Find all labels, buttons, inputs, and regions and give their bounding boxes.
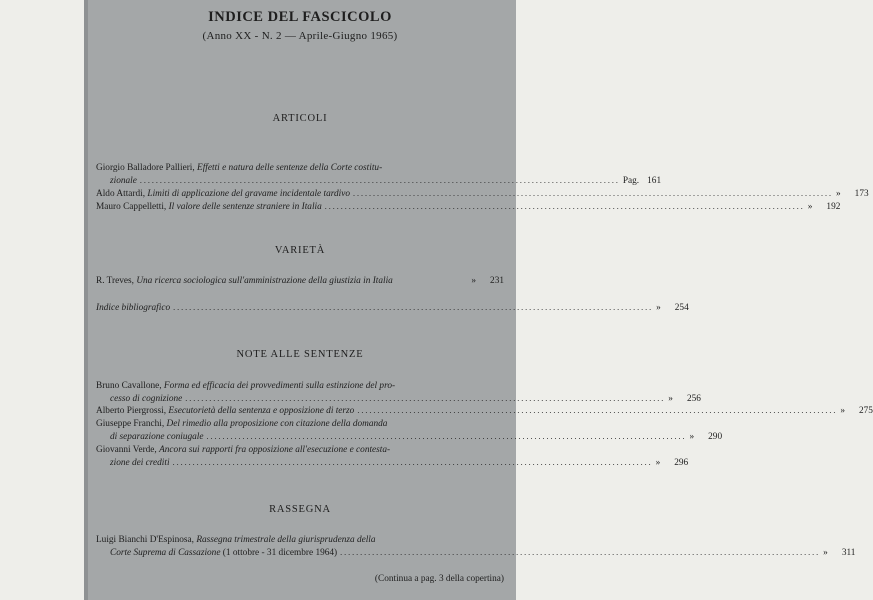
ditto-mark: » [836, 189, 841, 199]
entry-balladore-line2[interactable] [110, 176, 662, 189]
entry-title: Del rimedio alla proposizione con citazione della domanda [166, 419, 388, 429]
entry-cavallone-line1 [96, 381, 504, 394]
entry-title: Ancora sui rapporti fra opposizione all'esecuzione e contesta- [159, 445, 391, 455]
book-page [84, 0, 873, 600]
page-number: 231 [490, 276, 504, 286]
entry-franchi-line2[interactable] [110, 432, 723, 445]
entry-author: Mauro Cappelletti, [96, 202, 167, 212]
leader-dots: ........................................................................................................................ [185, 394, 666, 403]
entry-bianchi-line1 [96, 535, 504, 548]
entry-verde-line1 [96, 445, 504, 458]
page-number: 161 [647, 176, 662, 186]
issue-subtitle: (Anno XX - N. 2 — Aprile-Giugno 1965) [202, 30, 398, 42]
entry-author: R. Treves, [96, 276, 134, 286]
entry-title: Il valore delle sentenze straniere in Italia [168, 202, 322, 212]
entry-author: Luigi Bianchi D'Espinosa, [96, 535, 194, 545]
ditto-mark: » [823, 548, 828, 558]
entry-attardi[interactable] [96, 189, 869, 202]
page-number: 254 [674, 303, 689, 313]
page-label: Pag. [622, 176, 640, 186]
ditto-mark: » [655, 458, 661, 468]
entry-title: Esecutorietà della sentenza e opposizione di terzo [168, 406, 355, 416]
leader-dots: ........................................................................................................................ [173, 303, 654, 312]
page-number: 173 [854, 189, 869, 199]
entry-verde-line2[interactable] [110, 458, 689, 471]
entry-author: Alberto Piergrossi, [96, 406, 167, 416]
leader-dots: ........................................................................................................................ [206, 432, 687, 441]
page-number: 290 [708, 432, 723, 442]
entry-author: Giovanni Verde, [96, 445, 157, 455]
page-number: 192 [826, 202, 841, 212]
entry-title-continuation: Corte Suprema di Cassazione [110, 548, 221, 558]
leader-dots: ........................................................................................................................ [324, 202, 805, 211]
ditto-mark: » [668, 394, 673, 404]
continuation-note: (Continua a pag. 3 della copertina) [374, 574, 504, 584]
entry-title-continuation: cesso di cognizione [110, 394, 183, 404]
ditto-mark: » [689, 432, 695, 442]
entry-balladore-line1 [96, 163, 504, 176]
entry-author: Giuseppe Franchi, [96, 419, 165, 429]
page-number: 275 [858, 406, 873, 416]
leader-dots: ........................................................................................................................ [139, 176, 620, 185]
entry-title: Una ricerca sociologica sull'amministrazione della giustizia in Italia [136, 276, 393, 286]
entry-author: Bruno Cavallone, [96, 381, 162, 391]
entry-date-range: (1 ottobre - 31 dicembre 1964) [222, 548, 338, 558]
ditto-mark: » [656, 303, 661, 313]
entry-piergrossi[interactable] [96, 406, 873, 419]
ditto-mark: » [840, 406, 845, 416]
page-number: 256 [686, 394, 701, 404]
entry-title-continuation: di separazione coniugale [110, 432, 204, 442]
entry-bianchi-line2[interactable] [110, 548, 856, 561]
entry-title: Limiti di applicazione del gravame incidentale tardivo [147, 189, 351, 199]
entry-author: Aldo Attardi, [96, 189, 146, 199]
section-heading-varieta: VARIETÀ [274, 245, 326, 256]
leader-dots: ........................................................................................................................ [172, 458, 653, 467]
section-heading-note-alle-sentenze: NOTE ALLE SENTENZE [236, 349, 364, 360]
page-number: 311 [841, 548, 856, 558]
entry-title-continuation: zionale [110, 176, 137, 186]
section-heading-articoli: ARTICOLI [272, 113, 328, 124]
leader-dots: ........................................................................................................................ [340, 548, 821, 557]
leader-dots: ........................................................................................................................ [357, 406, 838, 415]
entry-franchi-line1 [96, 419, 504, 432]
ditto-mark: » [471, 276, 477, 286]
page-number: 296 [674, 458, 689, 468]
entry-title: Rassegna trimestrale della giurisprudenza della [196, 535, 376, 545]
leader-dots: ........................................................................................................................ [353, 189, 834, 198]
entry-title: Effetti e natura delle sentenze della Corte costitu- [197, 163, 383, 173]
entry-author: Giorgio Balladore Pallieri, [96, 163, 195, 173]
entry-title-continuation: zione dei crediti [110, 458, 170, 468]
ditto-mark: » [807, 202, 813, 212]
entry-title: Forma ed efficacia dei provvedimenti sulla estinzione del pro- [163, 381, 396, 391]
section-heading-rassegna: RASSEGNA [269, 504, 331, 515]
entry-indice-bibliografico[interactable] [96, 303, 689, 316]
entry-cappelletti[interactable] [96, 202, 841, 215]
entry-title: Indice bibliografico [96, 303, 171, 313]
page-title: INDICE DEL FASCICOLO [208, 9, 392, 25]
entry-treves[interactable] [96, 276, 504, 289]
